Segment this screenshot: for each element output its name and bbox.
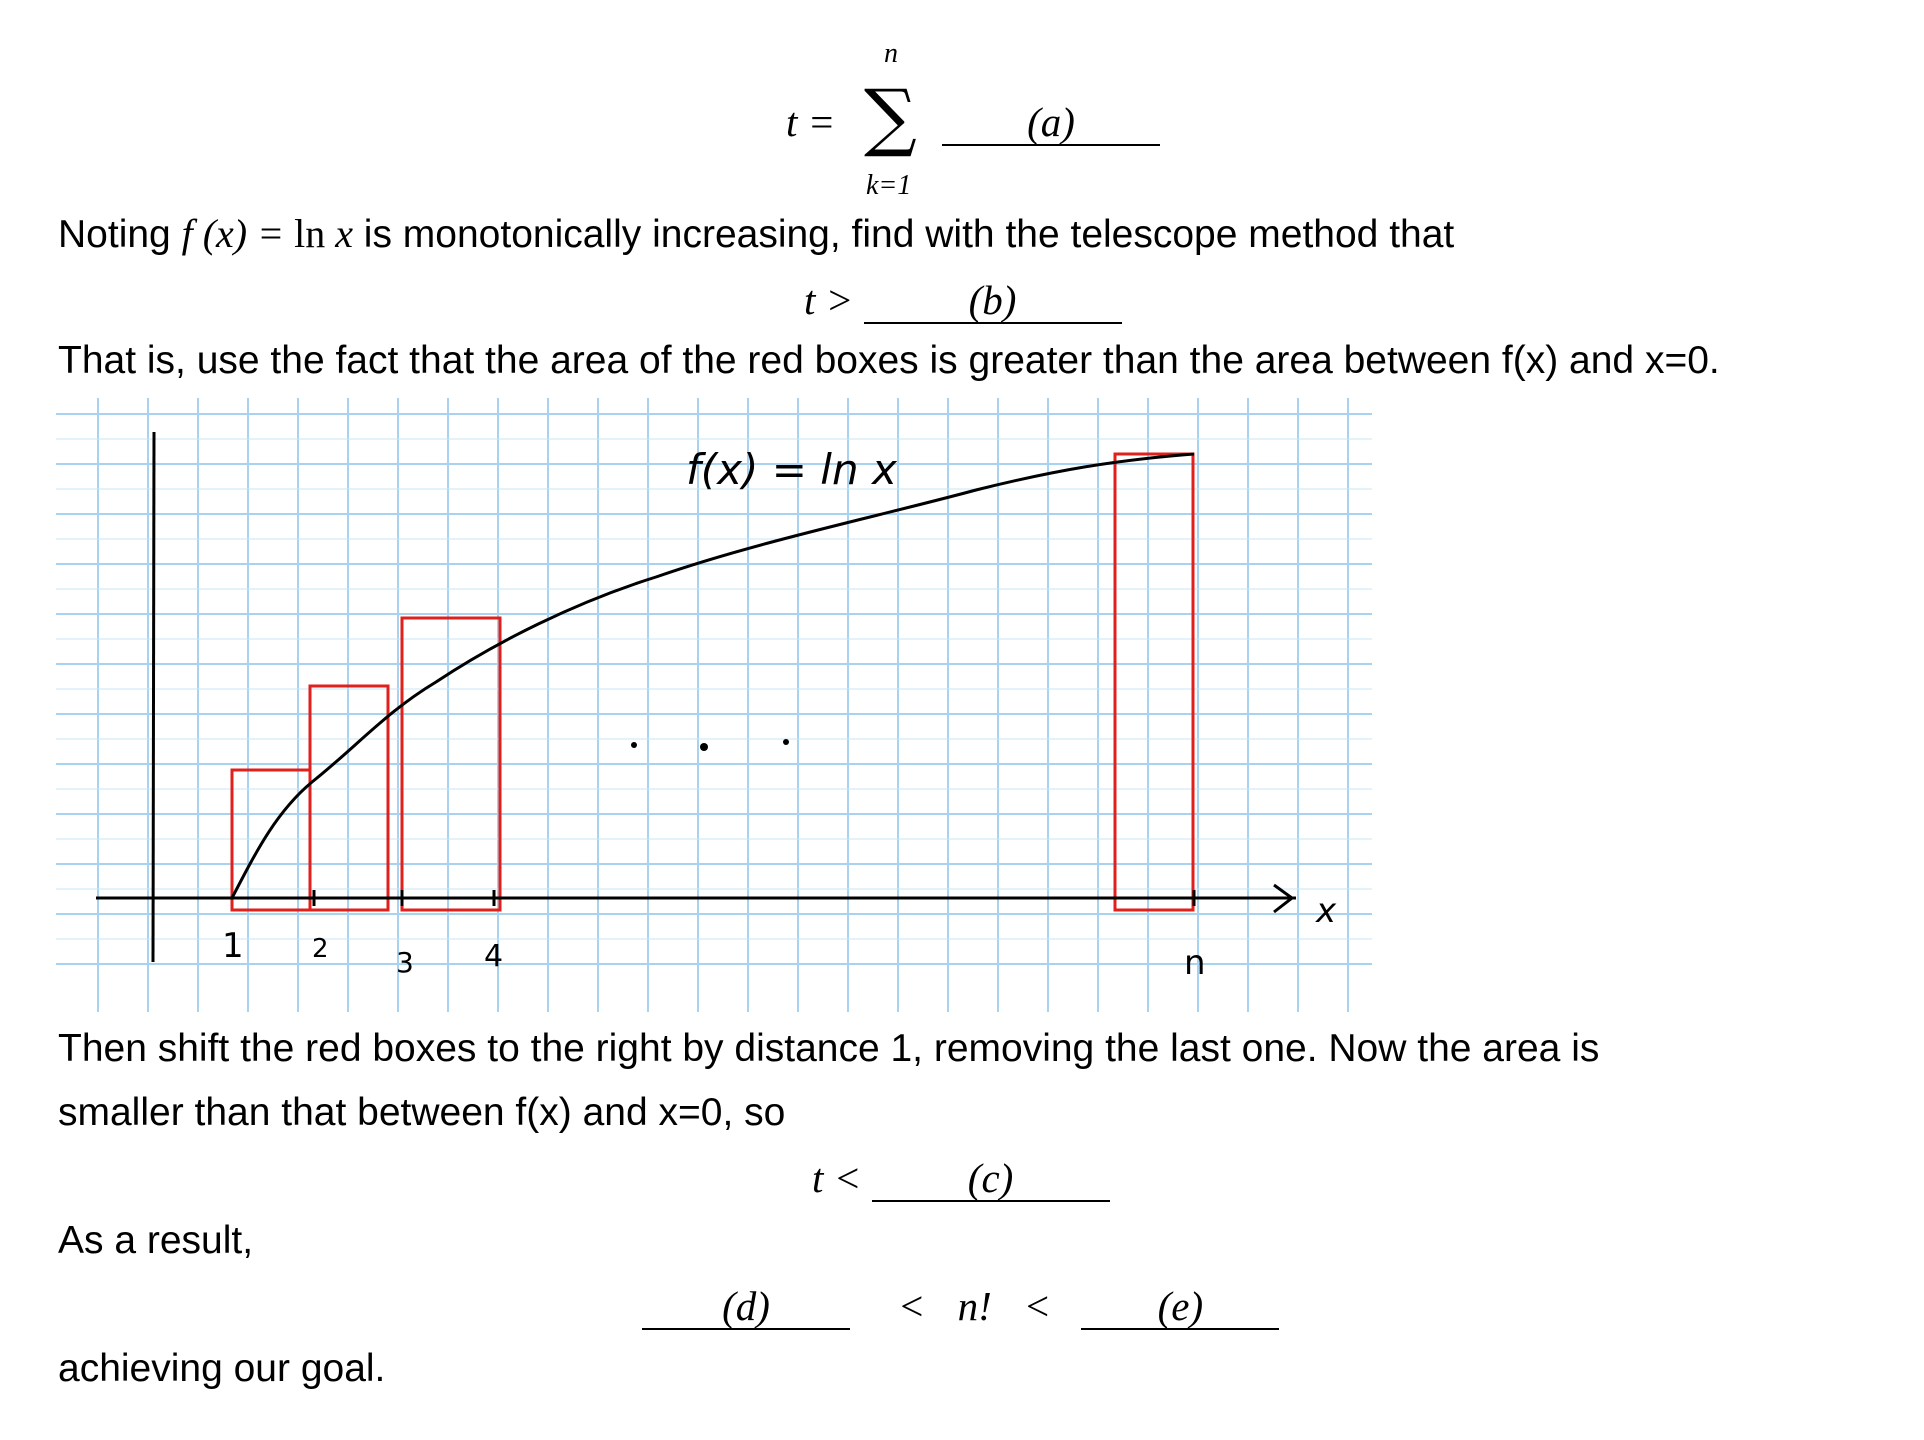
paragraph-as-result: As a result, bbox=[58, 1219, 254, 1262]
sigma-symbol: ∑ bbox=[864, 74, 917, 160]
tick-label-n: n bbox=[1184, 943, 1206, 983]
ln-graph-figure bbox=[56, 392, 1372, 1012]
tick-label-2: 2 bbox=[312, 934, 329, 964]
noting-prefix: Noting bbox=[58, 213, 182, 256]
variable-x: x bbox=[325, 211, 353, 256]
curve-label: f(x) = ln x bbox=[686, 445, 897, 494]
blank-a-label: (a) bbox=[942, 102, 1160, 146]
y-axis bbox=[153, 432, 154, 962]
blank-c[interactable]: (c) bbox=[872, 1158, 1110, 1202]
less-than-2: < bbox=[1026, 1283, 1050, 1329]
red-box-last bbox=[1115, 454, 1193, 910]
inequality-b bbox=[804, 276, 1122, 324]
less-than-1: < bbox=[900, 1283, 924, 1329]
summation-upper-limit: n bbox=[884, 38, 898, 69]
inequality-c bbox=[812, 1154, 1110, 1202]
summation-lower-limit: k=1 bbox=[866, 170, 912, 201]
blank-d[interactable]: (d) bbox=[642, 1286, 850, 1330]
ellipsis-dots bbox=[631, 739, 789, 751]
summation-lhs: t = bbox=[786, 99, 836, 145]
ln-operator: ln bbox=[294, 211, 326, 256]
tick-label-1: 1 bbox=[222, 926, 244, 966]
blank-a[interactable] bbox=[942, 98, 1160, 146]
paragraph-achieving-goal: achieving our goal. bbox=[58, 1347, 386, 1390]
noting-suffix: is monotonically increasing, find with the telescope method that bbox=[352, 213, 1455, 256]
tick-label-3: 3 bbox=[396, 946, 414, 979]
inequality-de bbox=[642, 1282, 1279, 1330]
function-notation: f (x) = bbox=[181, 211, 295, 256]
tick-label-4: 4 bbox=[484, 939, 504, 974]
blank-e[interactable]: (e) bbox=[1081, 1286, 1279, 1330]
paragraph-noting bbox=[58, 210, 1454, 259]
x-axis-label: x bbox=[1316, 891, 1337, 931]
inequality-b-lhs: t > bbox=[804, 277, 854, 323]
paragraph-shift-line2: smaller than that between f(x) and x=0, so bbox=[58, 1091, 786, 1134]
paragraph-shift-line1: Then shift the red boxes to the right by distance 1, removing the last one. Now the area is bbox=[58, 1027, 1600, 1070]
n-factorial: n! bbox=[957, 1283, 992, 1329]
paragraph-red-boxes: That is, use the fact that the area of the red boxes is greater than the area between f(x) and x=0. bbox=[58, 339, 1720, 382]
ln-curve bbox=[232, 454, 1194, 898]
inequality-c-lhs: t < bbox=[812, 1155, 862, 1201]
blank-b[interactable]: (b) bbox=[864, 280, 1122, 324]
